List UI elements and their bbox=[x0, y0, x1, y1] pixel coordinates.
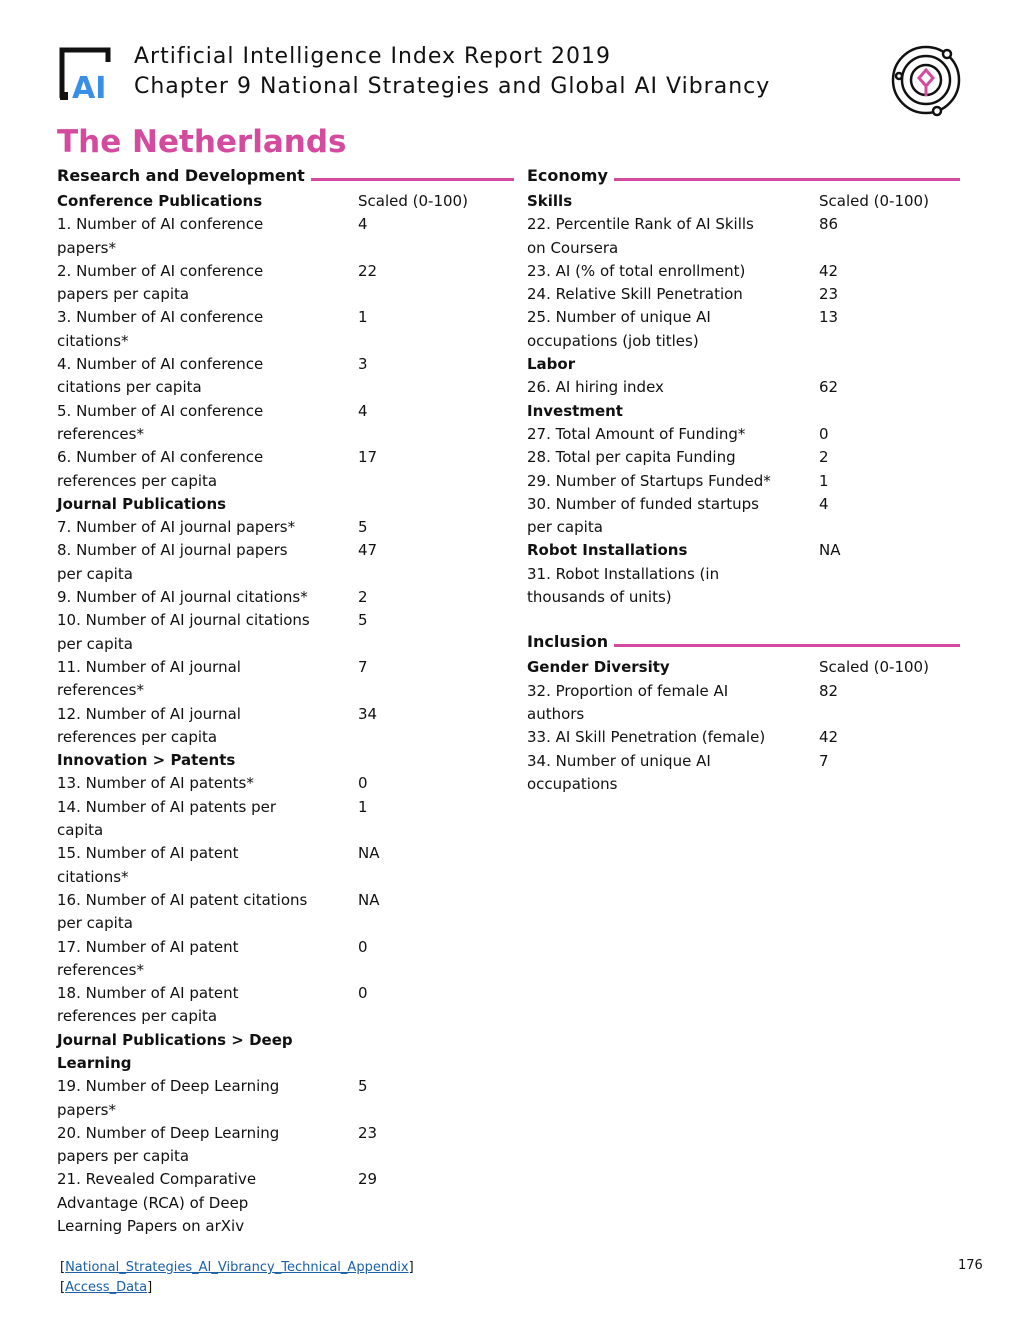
metric-row bbox=[57, 1168, 514, 1238]
metric-value: 0 bbox=[358, 937, 368, 956]
metric-label: 30. Number of funded startups per capita bbox=[527, 494, 759, 537]
metric-row bbox=[57, 306, 514, 353]
scale-label: Scaled (0-100) bbox=[819, 192, 929, 210]
metric-value: 17 bbox=[358, 448, 378, 467]
subsection-row bbox=[527, 539, 960, 562]
metric-label: 12. Number of AI journal references per capita bbox=[57, 704, 241, 746]
metric-value: 47 bbox=[358, 541, 378, 560]
section-header-research bbox=[57, 166, 514, 190]
metric-label: 20. Number of Deep Learning papers per capita bbox=[57, 1123, 280, 1166]
metric-row bbox=[57, 586, 514, 609]
metric-label: 26. AI hiring index bbox=[527, 378, 664, 397]
scale-label: NA bbox=[819, 541, 841, 560]
metric-value: 0 bbox=[358, 774, 368, 793]
metric-label: 16. Number of AI patent citations per capita bbox=[57, 890, 308, 933]
section-title: Research and Development bbox=[57, 166, 311, 185]
metric-value: 7 bbox=[358, 657, 368, 676]
metric-label: 15. Number of AI patent citations* bbox=[57, 844, 239, 886]
metric-row bbox=[527, 446, 960, 469]
metric-row bbox=[57, 656, 514, 703]
metric-value: 1 bbox=[819, 471, 829, 490]
metric-row bbox=[527, 306, 960, 353]
metric-value: 34 bbox=[358, 704, 378, 723]
subsection-label: Investment bbox=[527, 401, 623, 420]
metric-label: 33. AI Skill Penetration (female) bbox=[527, 728, 766, 747]
metric-label: 3. Number of AI conference citations* bbox=[57, 308, 264, 350]
metric-value: 5 bbox=[358, 1077, 368, 1096]
subsection-label: Skills bbox=[527, 192, 573, 210]
metric-label: 13. Number of AI patents* bbox=[57, 774, 254, 793]
metric-row bbox=[57, 936, 514, 983]
metric-value: 0 bbox=[819, 424, 829, 443]
page-number: 176 bbox=[958, 1258, 983, 1273]
subsection-label: Innovation > Patents bbox=[57, 751, 236, 770]
metric-row bbox=[57, 796, 514, 843]
metric-label: 22. Percentile Rank of AI Skills on Coursera bbox=[527, 215, 754, 257]
research-development-column bbox=[57, 166, 514, 1238]
metric-value: NA bbox=[358, 844, 380, 863]
metric-row bbox=[57, 889, 514, 936]
section-header-economy bbox=[527, 166, 960, 190]
metric-value: 3 bbox=[358, 355, 368, 374]
metric-label: 4. Number of AI conference citations per capita bbox=[57, 355, 264, 397]
metric-value: 5 bbox=[358, 611, 368, 630]
subsection-label: Journal Publications > Deep Learning bbox=[57, 1030, 293, 1072]
metric-label: 9. Number of AI journal citations* bbox=[57, 588, 308, 607]
access-data-link[interactable]: Access_Data bbox=[65, 1279, 148, 1295]
country-title: The Netherlands bbox=[57, 124, 347, 160]
metric-label: 25. Number of unique AI occupations (job titles) bbox=[527, 308, 711, 350]
metric-value: 5 bbox=[358, 518, 368, 537]
subsection-label: Gender Diversity bbox=[527, 658, 670, 677]
report-title: Artificial Intelligence Index Report 2019 bbox=[134, 44, 611, 69]
metric-row bbox=[57, 772, 514, 795]
metric-label: 5. Number of AI conference references* bbox=[57, 401, 264, 443]
subsection-row bbox=[527, 353, 960, 376]
metric-value: 42 bbox=[819, 728, 839, 747]
section-title: Inclusion bbox=[527, 632, 614, 651]
metric-value: 4 bbox=[819, 494, 829, 513]
metric-row bbox=[57, 260, 514, 307]
metric-row bbox=[527, 213, 960, 260]
metric-row bbox=[527, 563, 960, 610]
metric-row bbox=[57, 982, 514, 1029]
metric-row bbox=[57, 213, 514, 260]
metric-value: 62 bbox=[819, 378, 839, 397]
metric-label: 32. Proportion of female AI authors bbox=[527, 681, 729, 723]
logo-text: AI bbox=[72, 71, 107, 102]
metric-value: 82 bbox=[819, 681, 839, 700]
subsection-row bbox=[527, 656, 960, 679]
metric-value: 86 bbox=[819, 215, 839, 234]
metric-row bbox=[57, 516, 514, 539]
metric-row bbox=[527, 750, 960, 797]
metric-row bbox=[527, 470, 960, 493]
subsection-row bbox=[527, 400, 960, 423]
metric-value: 22 bbox=[358, 261, 378, 280]
metric-value: 29 bbox=[358, 1170, 378, 1189]
metric-label: 18. Number of AI patent references per capita bbox=[57, 984, 239, 1026]
metric-value: 0 bbox=[358, 984, 368, 1003]
metric-row bbox=[57, 1075, 514, 1122]
metric-label: 21. Revealed Comparative Advantage (RCA) of Deep Learning Papers on arXiv bbox=[57, 1170, 257, 1236]
metric-row bbox=[527, 283, 960, 306]
metric-label: 14. Number of AI patents per capita bbox=[57, 797, 277, 840]
metric-row bbox=[527, 680, 960, 727]
subsection-label: Robot Installations bbox=[527, 541, 688, 560]
metric-label: 23. AI (% of total enrollment) bbox=[527, 261, 746, 280]
metric-label: 24. Relative Skill Penetration bbox=[527, 285, 743, 304]
metric-label: 2. Number of AI conference papers per capita bbox=[57, 261, 264, 304]
metric-label: 10. Number of AI journal citations per capita bbox=[57, 611, 310, 653]
metric-label: 27. Total Amount of Funding* bbox=[527, 424, 746, 443]
metric-row bbox=[57, 703, 514, 750]
technical-appendix-link[interactable]: National_Strategies_AI_Vibrancy_Technical_Appendix bbox=[65, 1260, 409, 1275]
metric-row bbox=[57, 539, 514, 586]
scale-label: Scaled (0-100) bbox=[819, 658, 929, 677]
chapter-title: Chapter 9 National Strategies and Global AI Vibrancy bbox=[134, 74, 771, 99]
subsection-label: Labor bbox=[527, 355, 576, 374]
metric-label: 6. Number of AI conference references per capita bbox=[57, 448, 264, 490]
subsection-label: Journal Publications bbox=[57, 494, 227, 513]
metric-label: 11. Number of AI journal references* bbox=[57, 657, 241, 700]
metric-label: 1. Number of AI conference papers* bbox=[57, 215, 264, 257]
metric-label: 8. Number of AI journal papers per capita bbox=[57, 541, 288, 583]
metric-row bbox=[57, 1122, 514, 1169]
metric-row bbox=[527, 260, 960, 283]
scale-label: Scaled (0-100) bbox=[358, 192, 468, 210]
metric-label: 31. Robot Installations (in thousands of units) bbox=[527, 564, 720, 607]
metric-label: 19. Number of Deep Learning papers* bbox=[57, 1077, 280, 1119]
global-vibrancy-emblem-icon bbox=[888, 42, 964, 118]
metric-label: 28. Total per capita Funding bbox=[527, 448, 736, 467]
metric-row bbox=[527, 376, 960, 399]
metric-value: 1 bbox=[358, 308, 368, 327]
subsection-row bbox=[57, 190, 514, 213]
metric-row bbox=[57, 842, 514, 889]
metric-row bbox=[57, 609, 514, 656]
metric-value: 13 bbox=[819, 308, 839, 327]
section-header-inclusion bbox=[527, 632, 960, 656]
footer-links: [National_Strategies_AI_Vibrancy_Technical_Appendix] [Access_Data] bbox=[60, 1260, 414, 1295]
metric-value: 2 bbox=[358, 588, 368, 607]
metric-row bbox=[527, 493, 960, 540]
metric-row bbox=[527, 726, 960, 749]
metric-row bbox=[57, 446, 514, 493]
metric-row bbox=[57, 400, 514, 447]
metric-label: 7. Number of AI journal papers* bbox=[57, 518, 296, 537]
subsection-row bbox=[527, 190, 960, 213]
subsection-row bbox=[57, 1029, 514, 1076]
ai-index-logo bbox=[58, 46, 120, 102]
metric-value: 4 bbox=[358, 215, 368, 234]
metric-label: 17. Number of AI patent references* bbox=[57, 937, 239, 979]
section-title: Economy bbox=[527, 166, 614, 185]
metric-value: 2 bbox=[819, 448, 829, 467]
subsection-row bbox=[57, 493, 514, 516]
metric-row bbox=[527, 423, 960, 446]
metric-value: 4 bbox=[358, 401, 368, 420]
metric-value: 23 bbox=[358, 1123, 378, 1142]
metric-label: 29. Number of Startups Funded* bbox=[527, 471, 771, 490]
metric-value: 7 bbox=[819, 751, 829, 770]
subsection-label: Conference Publications bbox=[57, 192, 263, 210]
subsection-row bbox=[57, 749, 514, 772]
metric-value: NA bbox=[358, 890, 380, 909]
metric-label: 34. Number of unique AI occupations bbox=[527, 751, 711, 793]
metric-value: 1 bbox=[358, 797, 368, 816]
metric-value: 23 bbox=[819, 285, 839, 304]
metric-row bbox=[57, 353, 514, 400]
economy-inclusion-column bbox=[527, 166, 960, 796]
metric-value: 42 bbox=[819, 261, 839, 280]
